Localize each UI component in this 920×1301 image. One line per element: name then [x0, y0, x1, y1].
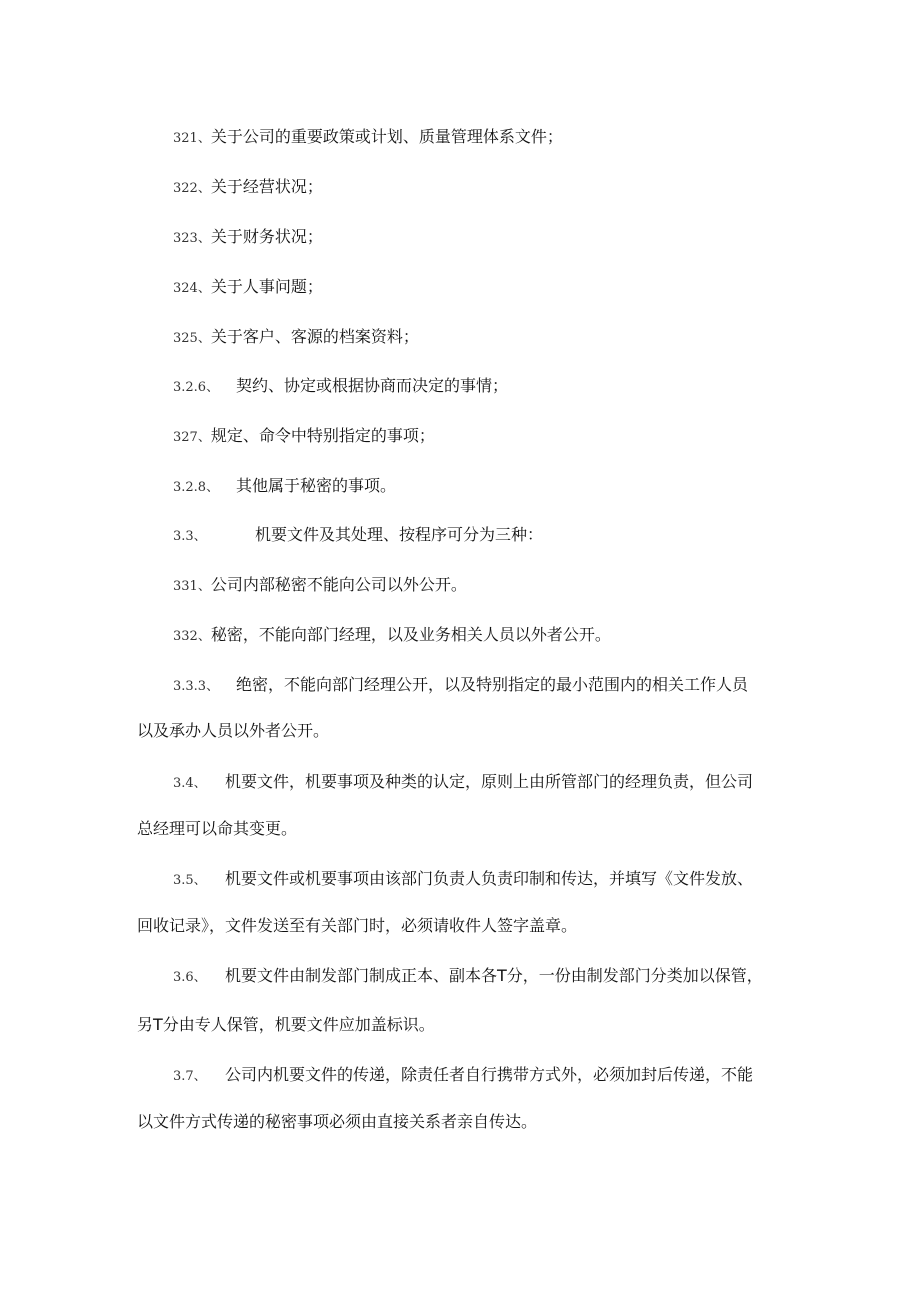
- item-number: 332、: [173, 629, 211, 644]
- item-number: 324、: [173, 281, 211, 296]
- item-text: 机要文件由制发部门制成正本、副本各T分，一份由制发部门分类加以保管，: [225, 966, 763, 985]
- item-number: 3.2.8、: [173, 480, 220, 495]
- item-325: [173, 327, 419, 349]
- item-3-5-continuation: 回收记录》，文件发送至有关部门时，必须请收件人签字盖章。: [137, 916, 578, 935]
- item-321: [173, 127, 563, 149]
- item-text: 机要文件，机要事项及种类的认定，原则上由所管部门的经理负责，但公司: [225, 772, 754, 791]
- item-331: [173, 575, 467, 597]
- item-323: [173, 227, 323, 249]
- item-text: 规定、命令中特别指定的事项；: [210, 426, 435, 445]
- item-number: 323、: [173, 231, 211, 246]
- item-322: [173, 177, 323, 199]
- item-number: 3.5、: [173, 873, 207, 888]
- item-text: 关于客户、客源的档案资料；: [210, 327, 419, 346]
- item-number: 3.6、: [173, 970, 207, 985]
- item-text: 关于经营状况；: [210, 177, 323, 196]
- item-text: 契约、协定或根据协商而决定的事情；: [236, 376, 509, 395]
- item-text: 关于财务状况；: [210, 227, 323, 246]
- item-text: 关于公司的重要政策或计划、质量管理体系文件；: [210, 127, 563, 146]
- item-3-3-3: [173, 675, 748, 697]
- item-3-2-8: [173, 476, 396, 498]
- item-3-3-3-continuation: 以及承办人员以外者公开。: [137, 721, 330, 740]
- item-3-7: [173, 1065, 753, 1087]
- item-number: 3.2.6、: [173, 380, 220, 395]
- item-number: 322、: [173, 181, 211, 196]
- item-3-4: [173, 772, 753, 794]
- item-3-4-continuation: 总经理可以命其变更。: [137, 819, 298, 838]
- item-text: 公司内部秘密不能向公司以外公开。: [210, 575, 467, 594]
- item-332: [173, 625, 611, 647]
- item-number: 3.3.3、: [173, 679, 220, 694]
- item-text: 秘密，不能向部门经理，以及业务相关人员以外者公开。: [210, 625, 611, 644]
- item-3-5: [173, 869, 753, 891]
- item-3-6: [173, 966, 763, 988]
- item-text: 关于人事问题；: [210, 277, 323, 296]
- item-3-7-continuation: 以文件方式传递的秘密事项必须由直接关系者亲自传达。: [137, 1112, 538, 1131]
- item-text: 机要文件及其处理、按程序可分为三种：: [255, 525, 544, 544]
- item-324: [173, 277, 323, 299]
- item-number: 327、: [173, 430, 211, 445]
- item-number: 3.3、: [173, 529, 207, 544]
- item-text: 绝密，不能向部门经理公开，以及特别指定的最小范围内的相关工作人员: [236, 675, 749, 694]
- item-number: 321、: [173, 131, 211, 146]
- item-text: 其他属于秘密的事项。: [236, 476, 397, 495]
- item-327: [173, 426, 435, 448]
- item-number: 325、: [173, 331, 211, 346]
- item-3-3: [173, 525, 543, 547]
- item-number: 331、: [173, 579, 211, 594]
- item-number: 3.4、: [173, 776, 207, 791]
- item-number: 3.7、: [173, 1069, 207, 1084]
- item-text: 公司内机要文件的传递，除责任者自行携带方式外，必须加封后传递，不能: [225, 1065, 754, 1084]
- item-3-6-continuation: 另T分由专人保管，机要文件应加盖标识。: [137, 1015, 435, 1034]
- item-text: 机要文件或机要事项由该部门负责人负责印制和传达，并填写《文件发放、: [225, 869, 754, 888]
- item-3-2-6: [173, 376, 508, 398]
